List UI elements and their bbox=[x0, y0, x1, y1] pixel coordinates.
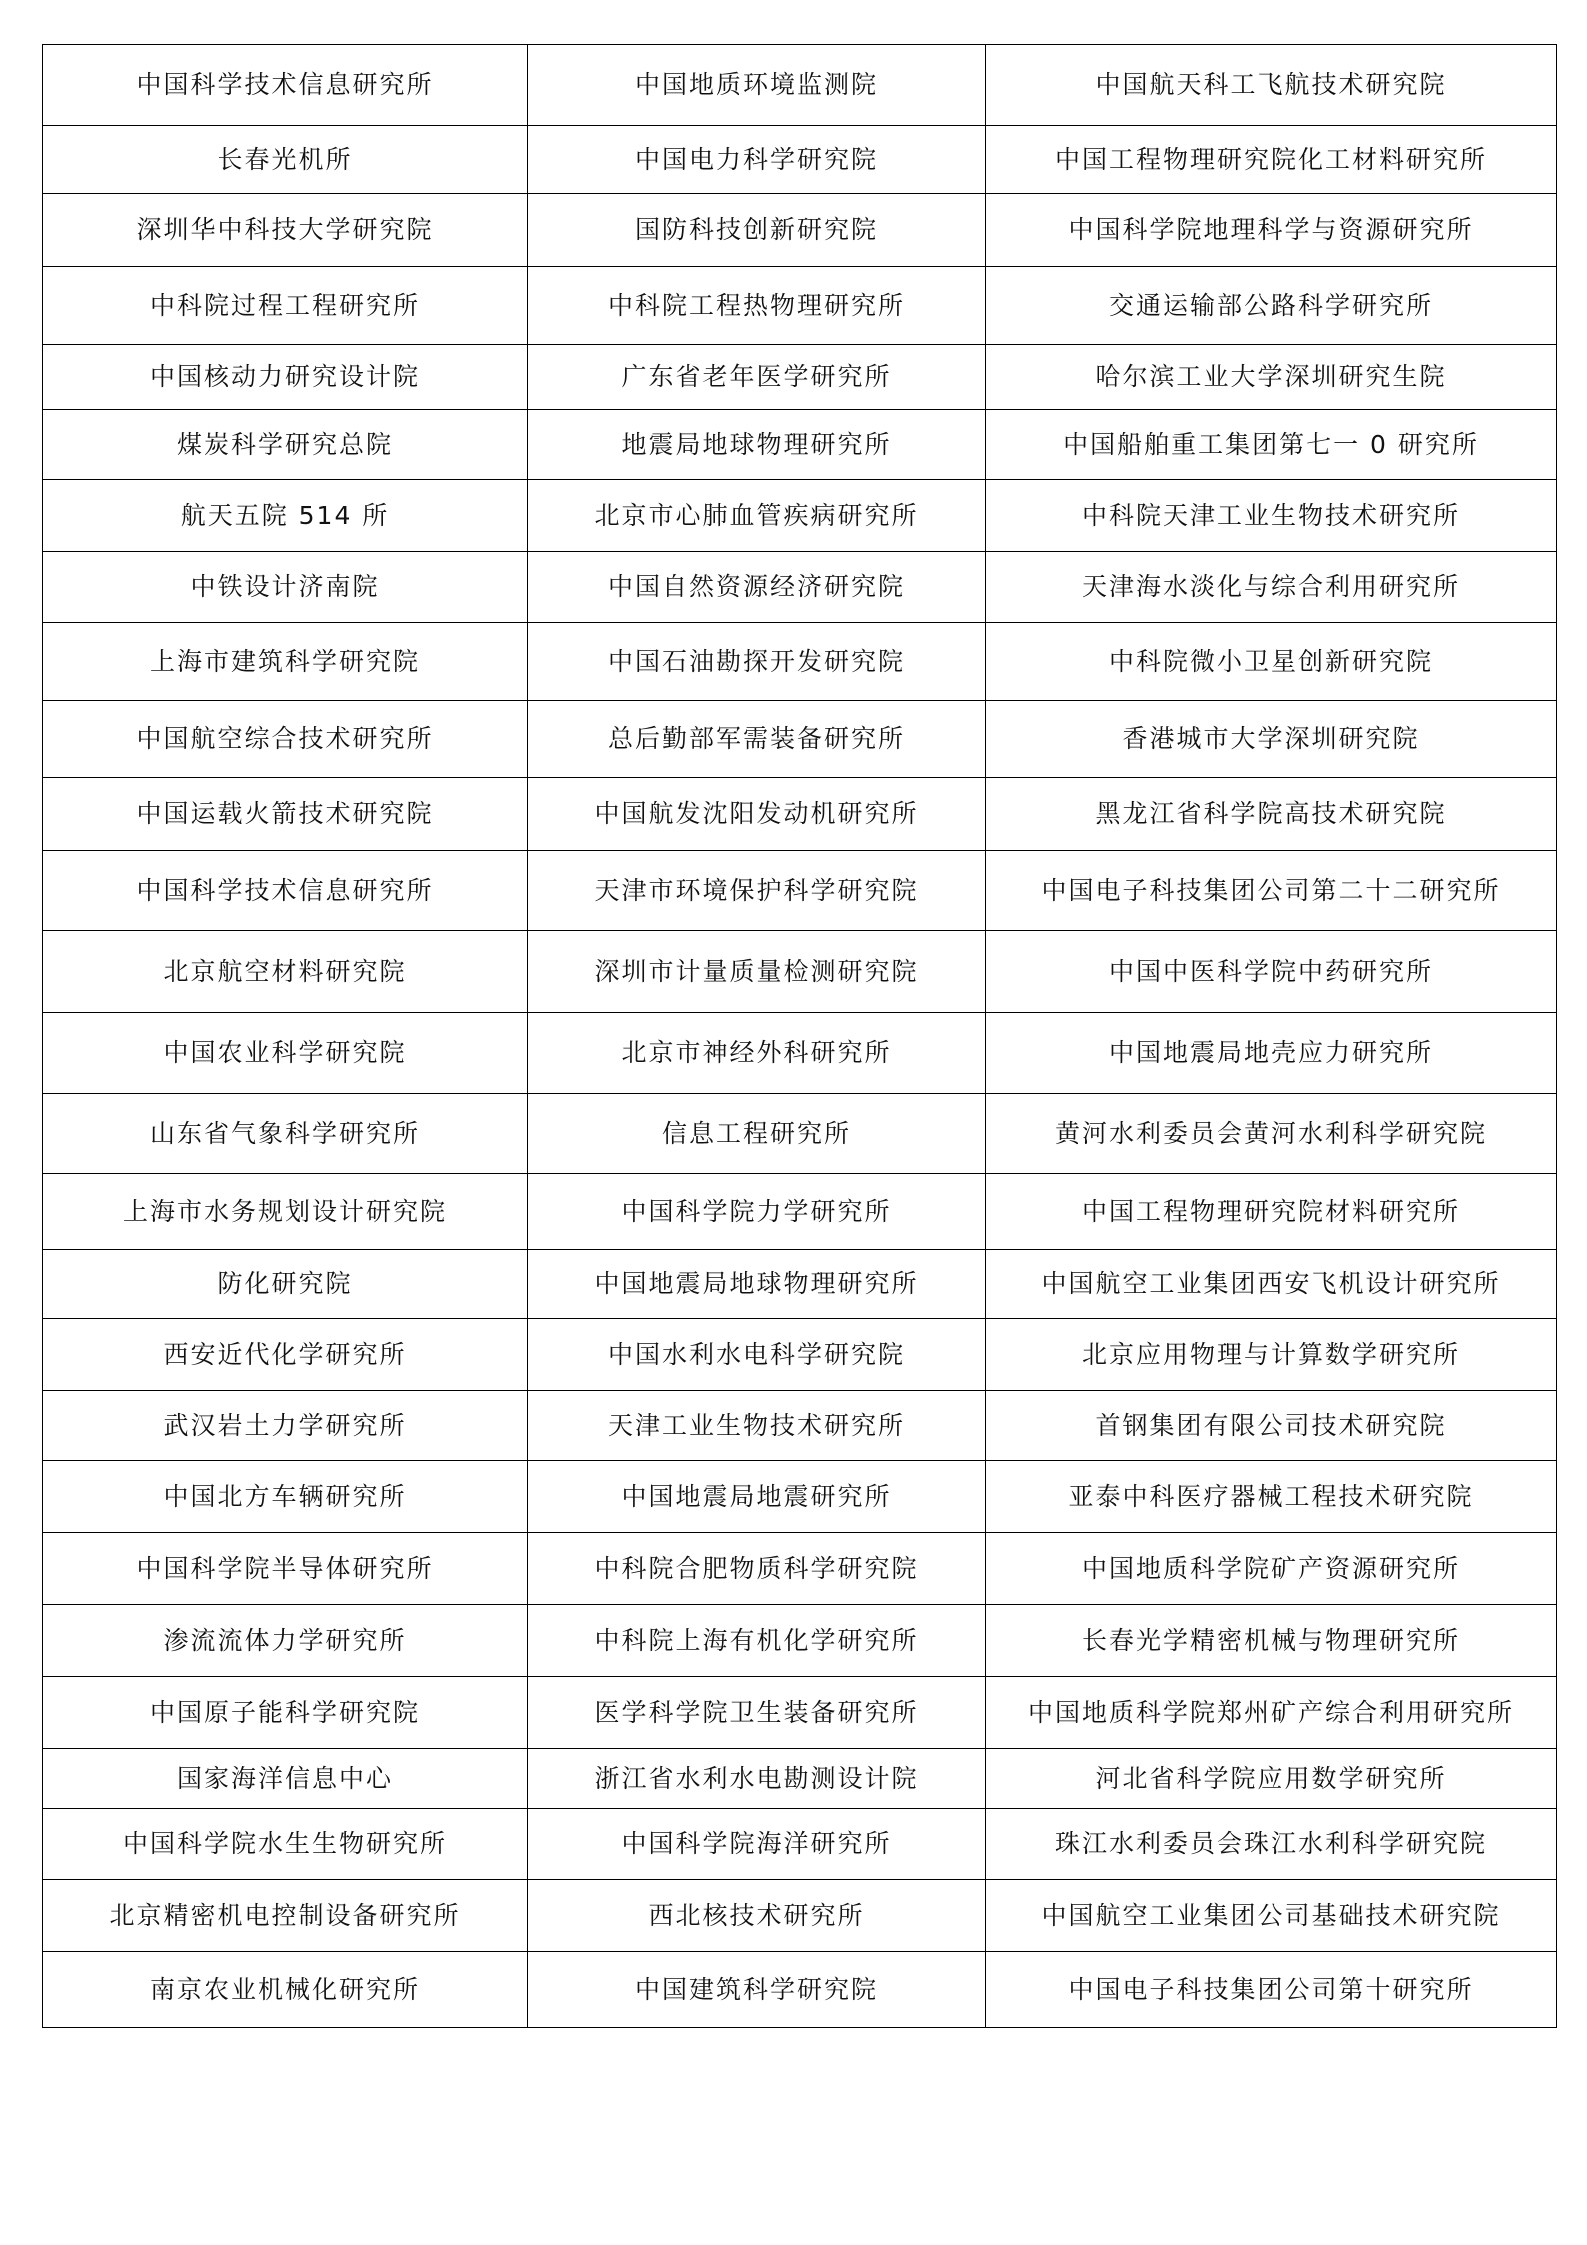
table-row bbox=[43, 1461, 1557, 1533]
table-cell: 防化研究院 bbox=[43, 1250, 528, 1319]
table-cell: 中国北方车辆研究所 bbox=[43, 1461, 528, 1533]
table-cell: 航天五院 514 所 bbox=[43, 480, 528, 552]
table-cell: 渗流流体力学研究所 bbox=[43, 1605, 528, 1677]
table-cell: 中国石油勘探开发研究院 bbox=[528, 623, 986, 701]
table-row bbox=[43, 1094, 1557, 1174]
table-cell: 地震局地球物理研究所 bbox=[528, 410, 986, 480]
table-cell: 上海市水务规划设计研究院 bbox=[43, 1174, 528, 1250]
table-cell: 煤炭科学研究总院 bbox=[43, 410, 528, 480]
table-cell: 中国电子科技集团公司第二十二研究所 bbox=[986, 851, 1557, 931]
table-cell: 北京航空材料研究院 bbox=[43, 931, 528, 1013]
table-cell: 西北核技术研究所 bbox=[528, 1880, 986, 1952]
table-cell: 中国核动力研究设计院 bbox=[43, 345, 528, 410]
table-cell: 中国航空综合技术研究所 bbox=[43, 701, 528, 778]
table-row bbox=[43, 1677, 1557, 1749]
table-cell: 中国航天科工飞航技术研究院 bbox=[986, 45, 1557, 126]
table-cell: 中国运载火箭技术研究院 bbox=[43, 778, 528, 851]
table-cell: 中国地质科学院郑州矿产综合利用研究所 bbox=[986, 1677, 1557, 1749]
table-row bbox=[43, 267, 1557, 345]
table-cell: 中国地震局地球物理研究所 bbox=[528, 1250, 986, 1319]
table-cell: 亚泰中科医疗器械工程技术研究院 bbox=[986, 1461, 1557, 1533]
table-cell: 中国电子科技集团公司第十研究所 bbox=[986, 1952, 1557, 2028]
table-row bbox=[43, 1880, 1557, 1952]
table-cell: 中国电力科学研究院 bbox=[528, 126, 986, 194]
table-cell: 中国船舶重工集团第七一 0 研究所 bbox=[986, 410, 1557, 480]
table-row bbox=[43, 1952, 1557, 2028]
table-cell: 深圳市计量质量检测研究院 bbox=[528, 931, 986, 1013]
table-row bbox=[43, 126, 1557, 194]
table-row bbox=[43, 778, 1557, 851]
table-row bbox=[43, 1605, 1557, 1677]
table-row bbox=[43, 623, 1557, 701]
table-cell: 天津海水淡化与综合利用研究所 bbox=[986, 552, 1557, 623]
table-cell: 中国地质科学院矿产资源研究所 bbox=[986, 1533, 1557, 1605]
table-row bbox=[43, 1749, 1557, 1809]
table-cell: 武汉岩土力学研究所 bbox=[43, 1391, 528, 1461]
table-cell: 中科院过程工程研究所 bbox=[43, 267, 528, 345]
table-row bbox=[43, 701, 1557, 778]
table-cell: 中国科学技术信息研究所 bbox=[43, 851, 528, 931]
table-cell: 天津市环境保护科学研究院 bbox=[528, 851, 986, 931]
table-cell: 北京市神经外科研究所 bbox=[528, 1013, 986, 1094]
table-cell: 中国建筑科学研究院 bbox=[528, 1952, 986, 2028]
table-cell: 中国原子能科学研究院 bbox=[43, 1677, 528, 1749]
table-row bbox=[43, 1250, 1557, 1319]
table-cell: 中国科学院力学研究所 bbox=[528, 1174, 986, 1250]
table-cell: 长春光学精密机械与物理研究所 bbox=[986, 1605, 1557, 1677]
table-cell: 中国水利水电科学研究院 bbox=[528, 1319, 986, 1391]
table-cell: 首钢集团有限公司技术研究院 bbox=[986, 1391, 1557, 1461]
table-cell: 黄河水利委员会黄河水利科学研究院 bbox=[986, 1094, 1557, 1174]
institution-table bbox=[42, 44, 1557, 2028]
table-cell: 南京农业机械化研究所 bbox=[43, 1952, 528, 2028]
table-cell: 中科院天津工业生物技术研究所 bbox=[986, 480, 1557, 552]
table-row bbox=[43, 931, 1557, 1013]
table-cell: 上海市建筑科学研究院 bbox=[43, 623, 528, 701]
table-cell: 中国工程物理研究院材料研究所 bbox=[986, 1174, 1557, 1250]
table-row bbox=[43, 345, 1557, 410]
table-cell: 山东省气象科学研究所 bbox=[43, 1094, 528, 1174]
table-cell: 交通运输部公路科学研究所 bbox=[986, 267, 1557, 345]
table-row bbox=[43, 1319, 1557, 1391]
table-cell: 河北省科学院应用数学研究所 bbox=[986, 1749, 1557, 1809]
table-cell: 中国地震局地壳应力研究所 bbox=[986, 1013, 1557, 1094]
table-cell: 总后勤部军需装备研究所 bbox=[528, 701, 986, 778]
table-cell: 中国航发沈阳发动机研究所 bbox=[528, 778, 986, 851]
table-cell: 中铁设计济南院 bbox=[43, 552, 528, 623]
table-cell: 中国科学院半导体研究所 bbox=[43, 1533, 528, 1605]
table-cell: 西安近代化学研究所 bbox=[43, 1319, 528, 1391]
table-cell: 中国中医科学院中药研究所 bbox=[986, 931, 1557, 1013]
table-cell: 长春光机所 bbox=[43, 126, 528, 194]
table-cell: 中科院微小卫星创新研究院 bbox=[986, 623, 1557, 701]
table-cell: 中国航空工业集团公司基础技术研究院 bbox=[986, 1880, 1557, 1952]
table-cell: 国家海洋信息中心 bbox=[43, 1749, 528, 1809]
table-cell: 中国科学院海洋研究所 bbox=[528, 1809, 986, 1880]
table-cell: 中国工程物理研究院化工材料研究所 bbox=[986, 126, 1557, 194]
table-row bbox=[43, 1533, 1557, 1605]
table-cell: 中国地震局地震研究所 bbox=[528, 1461, 986, 1533]
table-cell: 中国科学技术信息研究所 bbox=[43, 45, 528, 126]
table-cell: 浙江省水利水电勘测设计院 bbox=[528, 1749, 986, 1809]
table-cell: 医学科学院卫生装备研究所 bbox=[528, 1677, 986, 1749]
table-cell: 北京市心肺血管疾病研究所 bbox=[528, 480, 986, 552]
table-row bbox=[43, 851, 1557, 931]
table-row bbox=[43, 552, 1557, 623]
table-cell: 国防科技创新研究院 bbox=[528, 194, 986, 267]
table-cell: 中国科学院地理科学与资源研究所 bbox=[986, 194, 1557, 267]
table-row bbox=[43, 480, 1557, 552]
table-cell: 中科院工程热物理研究所 bbox=[528, 267, 986, 345]
table-row bbox=[43, 194, 1557, 267]
table-cell: 北京应用物理与计算数学研究所 bbox=[986, 1319, 1557, 1391]
table-cell: 中科院上海有机化学研究所 bbox=[528, 1605, 986, 1677]
table-cell: 中国航空工业集团西安飞机设计研究所 bbox=[986, 1250, 1557, 1319]
table-row bbox=[43, 1391, 1557, 1461]
table-cell: 香港城市大学深圳研究院 bbox=[986, 701, 1557, 778]
table-cell: 黑龙江省科学院高技术研究院 bbox=[986, 778, 1557, 851]
table-cell: 深圳华中科技大学研究院 bbox=[43, 194, 528, 267]
table-cell: 中国科学院水生生物研究所 bbox=[43, 1809, 528, 1880]
table-cell: 中国地质环境监测院 bbox=[528, 45, 986, 126]
table-row bbox=[43, 410, 1557, 480]
table-cell: 哈尔滨工业大学深圳研究生院 bbox=[986, 345, 1557, 410]
table-cell: 珠江水利委员会珠江水利科学研究院 bbox=[986, 1809, 1557, 1880]
table-cell: 中国农业科学研究院 bbox=[43, 1013, 528, 1094]
table-cell: 中国自然资源经济研究院 bbox=[528, 552, 986, 623]
table-body bbox=[43, 45, 1557, 2028]
table-cell: 信息工程研究所 bbox=[528, 1094, 986, 1174]
table-cell: 天津工业生物技术研究所 bbox=[528, 1391, 986, 1461]
table-row bbox=[43, 1174, 1557, 1250]
table-row bbox=[43, 45, 1557, 126]
table-cell: 中科院合肥物质科学研究院 bbox=[528, 1533, 986, 1605]
table-cell: 北京精密机电控制设备研究所 bbox=[43, 1880, 528, 1952]
table-row bbox=[43, 1013, 1557, 1094]
table-row bbox=[43, 1809, 1557, 1880]
table-cell: 广东省老年医学研究所 bbox=[528, 345, 986, 410]
